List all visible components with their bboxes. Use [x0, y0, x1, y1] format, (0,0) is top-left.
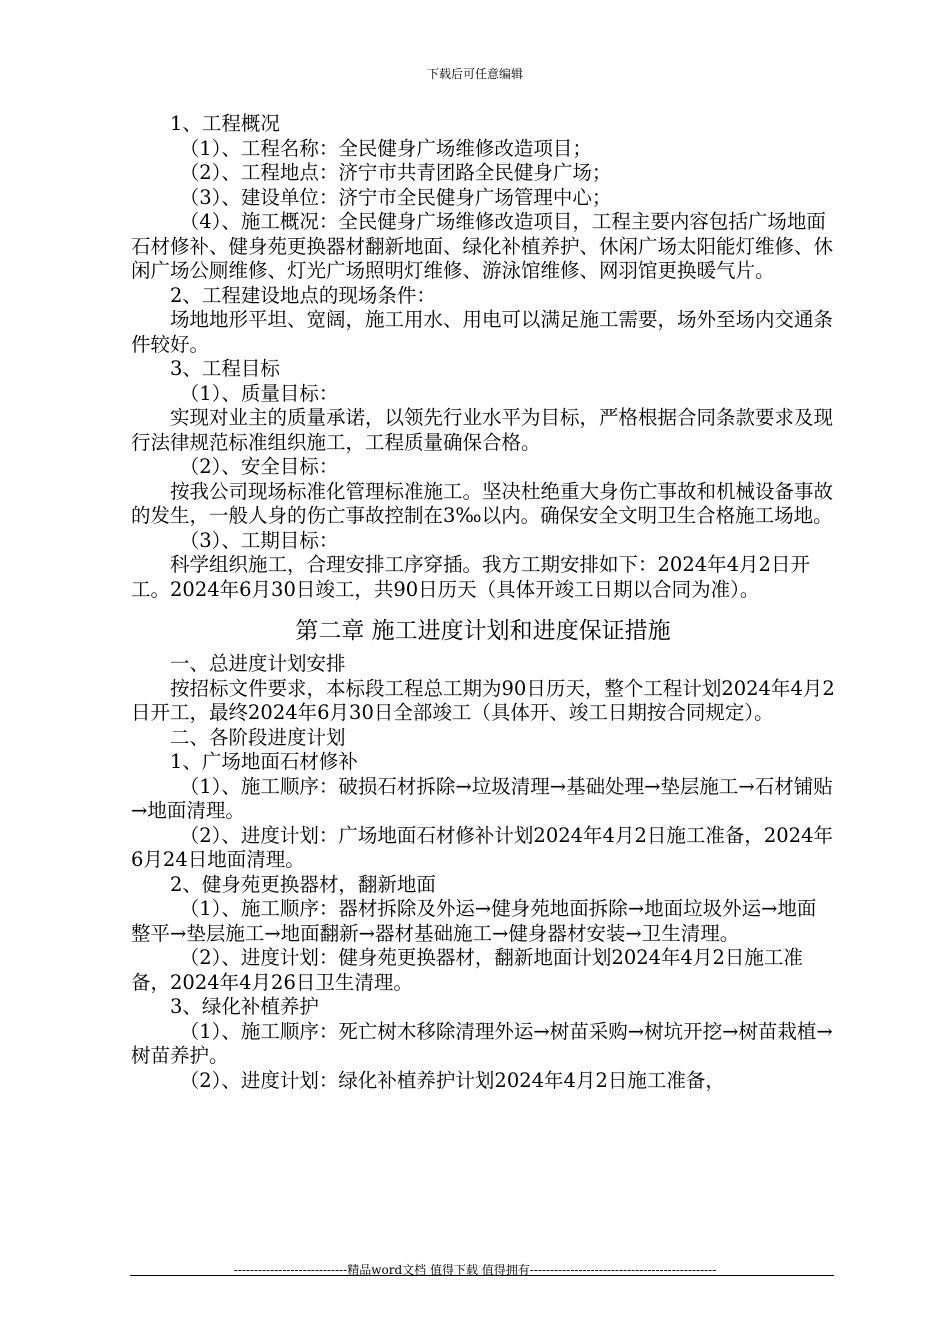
paragraph: 1、广场地面石材修补	[170, 750, 358, 773]
paragraph: （2）、进度计划：绿化补植养护计划2024年4月2日施工准备，	[179, 1068, 725, 1092]
paragraph: （2）、进度计划：广场地面石材修补计划2024年4月2日施工准备，2024年6月24日地面清理。	[131, 823, 833, 871]
paragraph: 科学组织施工，合理安排工序穿插。我方工期安排如下：2024年4月2日开工。2024年6月30日竣工，共90日历天（具体开竣工日期以合同为准）。	[131, 553, 810, 601]
paragraph: （2）、工程地点：济宁市共青团路全民健身广场；	[179, 161, 612, 184]
paragraph: 按我公司现场标准化管理标准施工。坚决杜绝重大身伤亡事故和机械设备事故的发生，一般人身的伤亡事故控制在3‰以内。确保安全文明卫生合格施工场地。	[131, 479, 834, 527]
paragraph: （1）、质量目标：	[179, 381, 339, 405]
paragraph: 一、总进度计划安排	[170, 652, 346, 675]
paragraph: 实现对业主的质量承诺，以领先行业水平为目标，严格根据合同条款要求及现行法律规范标准组织施工，工程质量确保合格。	[131, 406, 834, 454]
footer-divider	[130, 1275, 834, 1276]
paragraph: （1）、施工顺序：死亡树木移除清理外运→树苗采购→树坑开挖→树苗栽植→树苗养护。	[131, 1019, 833, 1067]
page-footer: ----------------------------精品word文档 值得下载 值得拥有----------------------------------------------	[233, 1263, 717, 1277]
paragraph: 按招标文件要求，本标段工程总工期为90日历天，整个工程计划2024年4月2日开工，最终2024年6月30日全部竣工（具体开、竣工日期按合同规定）。	[131, 676, 835, 724]
paragraph: （1）、施工顺序：破损石材拆除→垃圾清理→基础处理→垫层施工→石材铺贴→地面清理。	[131, 774, 833, 822]
document-body	[131, 112, 835, 1093]
paragraph: （1）、工程名称：全民健身广场维修改造项目；	[179, 136, 592, 160]
paragraph: 场地地形平坦、宽阔，施工用水、用电可以满足施工需要，场外至场内交通条件较好。	[131, 308, 834, 356]
chapter-heading: 第二章 施工进度计划和进度保证措施	[295, 618, 671, 644]
paragraph: （3）、工期目标：	[179, 528, 339, 552]
page-header: 下载后可任意编辑	[426, 67, 523, 81]
paragraph: 2、健身苑更换器材，翻新地面	[170, 872, 436, 896]
paragraph: （1）、施工顺序：器材拆除及外运→健身苑地面拆除→地面垃圾外运→地面整平→垫层施工→地面翻新→器材基础施工→健身器材安装→卫生清理。	[131, 897, 817, 945]
paragraph: 二、各阶段进度计划	[170, 725, 346, 749]
paragraph: 3、绿化补植养护	[170, 995, 319, 1018]
paragraph: 1、工程概况	[170, 112, 280, 135]
paragraph: （2）、安全目标：	[179, 455, 339, 478]
paragraph: 3、工程目标	[170, 357, 280, 380]
paragraph: （2）、进度计划：健身苑更换器材，翻新地面计划2024年4月2日施工准备，2024年4月26日卫生清理。	[131, 946, 803, 994]
paragraph: 2、工程建设地点的现场条件：	[170, 283, 436, 307]
paragraph: （4）、施工概况：全民健身广场维修改造项目，工程主要内容包括广场地面石材修补、健身苑更换器材翻新地面、绿化补植养护、休闲广场太阳能灯维修、休闲广场公厕维修、灯光广场照明灯维修、游泳馆维修、网羽馆更换暖气片。	[131, 210, 834, 282]
paragraph: （3）、建设单位：济宁市全民健身广场管理中心；	[179, 185, 612, 209]
